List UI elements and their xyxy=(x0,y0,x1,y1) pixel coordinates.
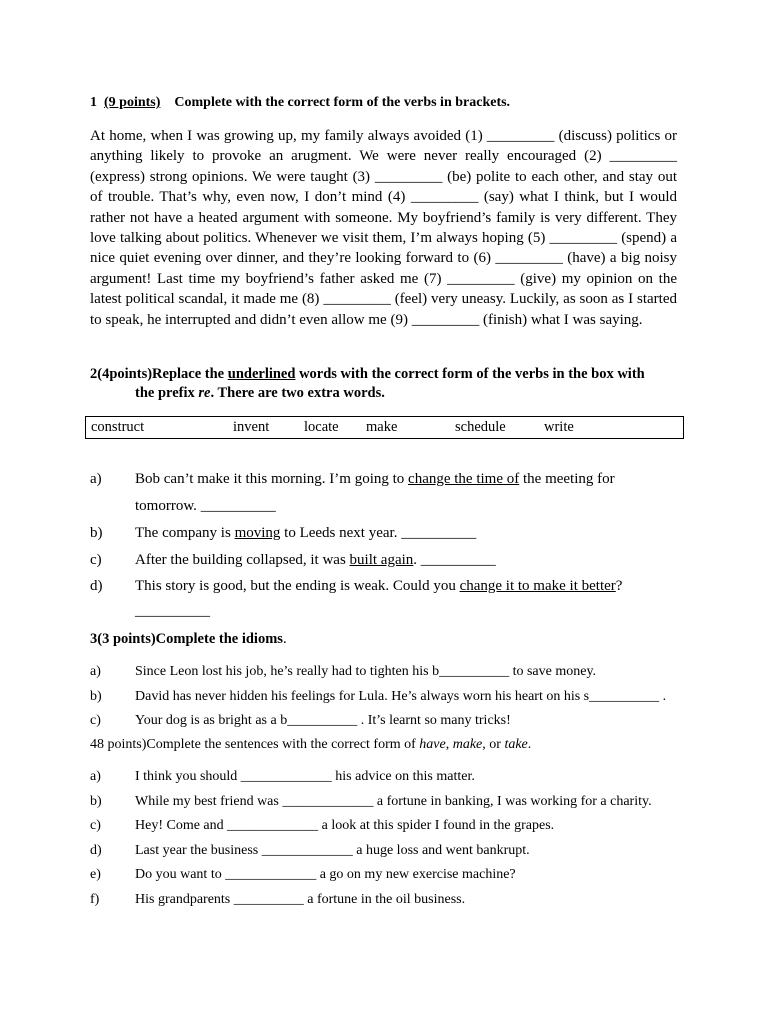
item-text-post: ? xyxy=(615,578,623,594)
item-label: d) xyxy=(90,843,102,858)
para-text: At home, when I was growing up, my family always avoided (1) xyxy=(90,128,487,144)
item-label: c) xyxy=(90,818,101,833)
word-box-item: invent xyxy=(233,419,270,435)
blank-2: _________ xyxy=(609,148,677,165)
verb-take: take xyxy=(504,737,528,752)
item-label: b) xyxy=(90,794,102,809)
word-box-item: construct xyxy=(91,419,145,435)
blank-3: _________ xyxy=(374,168,443,185)
title-end: . xyxy=(527,737,532,752)
para-text: (have) a big noisy argument! Last time my boyfriend’s father asked me (7) xyxy=(90,250,677,287)
item-text-pre: The company is xyxy=(135,525,235,541)
item-text: David has never hidden his feelings for Lula. He’s always worn his heart on his s__________ . xyxy=(135,689,667,704)
answer-blank: __________ xyxy=(200,498,276,514)
item-text: Do you want to _____________ a go on my new exercise machine? xyxy=(135,867,516,882)
underlined-phrase: built again xyxy=(349,552,414,568)
section1-instruction: Complete with the correct form of the verbs in brackets. xyxy=(174,95,511,110)
answer-blank: __________ xyxy=(401,525,477,541)
blank-8: _________ xyxy=(323,291,391,308)
section2-title-text: . There are two extra words. xyxy=(210,385,385,401)
item-text-pre: This story is good, but the ending is weak. Could you xyxy=(135,578,460,594)
para-text: (discuss) politics or anything likely to provoke an arugment. We were never really encouraged (2) xyxy=(90,128,677,165)
blank-6: _________ xyxy=(495,250,563,267)
item-label: d) xyxy=(90,578,103,594)
para-text: (express) strong opinions. We were taught (3) xyxy=(90,168,375,185)
para-text: (be) polite to each other, and stay out of trouble. That’s why, even now, I don’t mind (4) xyxy=(90,168,677,206)
item-text-pre: Bob can’t make it this morning. I’m going to xyxy=(135,471,409,487)
word-box xyxy=(85,416,684,439)
item-label: a) xyxy=(90,769,101,784)
section2-title-text: 2(4points)Replace the xyxy=(90,366,228,382)
item-text: His grandparents __________ a fortune in the oil business. xyxy=(135,892,466,907)
item-label: e) xyxy=(90,867,101,882)
section4-title-text: 48 points)Complete the sentences with the correct form of xyxy=(90,737,420,752)
item-text xyxy=(135,471,615,488)
item-text: Last year the business _____________ a huge loss and went bankrupt. xyxy=(135,843,530,858)
section3-title-dot: . xyxy=(282,631,287,647)
item-text: Hey! Come and _____________ a look at this spider I found in the grapes. xyxy=(135,818,555,833)
item-text-post: to Leeds next year. xyxy=(280,525,402,541)
item-text xyxy=(135,498,276,515)
section3-title-text: 3(3 points)Complete the idioms xyxy=(90,631,283,647)
para-text: (give) my opinion on the latest political scandal, it made me (8) xyxy=(90,270,677,308)
item-label: b) xyxy=(90,525,103,541)
section1-title xyxy=(90,95,510,111)
section2-prefix: re xyxy=(198,385,211,401)
separator: , xyxy=(445,737,453,752)
section1-paragraph xyxy=(90,126,677,330)
item-text xyxy=(135,552,496,569)
item-label: b) xyxy=(90,689,102,704)
item-text-post: . xyxy=(413,552,421,568)
section2-title xyxy=(90,365,645,403)
word-box-item: schedule xyxy=(455,419,506,435)
section2-title-text: the prefix xyxy=(135,385,199,401)
section2-title-text: words with the correct form of the verbs in the box with xyxy=(295,366,645,382)
section1-points: (9 points) xyxy=(104,95,161,110)
section4-title xyxy=(90,737,531,753)
underlined-phrase: moving xyxy=(234,525,281,541)
para-text: (spend) a nice quiet evening over dinner, and they’re looking forward to (6) xyxy=(90,230,677,267)
underlined-phrase: change the time of xyxy=(408,471,520,487)
verb-make: make xyxy=(452,737,483,752)
section3-title xyxy=(90,631,287,648)
item-text: I think you should _____________ his advice on this matter. xyxy=(135,769,475,784)
blank-5: _________ xyxy=(549,230,618,247)
word-box-item: locate xyxy=(304,419,339,435)
answer-blank: __________ xyxy=(420,552,496,568)
item-text xyxy=(135,578,622,595)
separator: , or xyxy=(482,737,505,752)
answer-blank: __________ xyxy=(135,603,210,619)
item-label: a) xyxy=(90,664,101,679)
item-label: c) xyxy=(90,552,102,568)
blank-4: _________ xyxy=(410,189,479,206)
underlined-phrase: change it to make it better xyxy=(459,578,616,594)
item-text: Your dog is as bright as a b__________ . It’s learnt so many tricks! xyxy=(135,713,511,728)
item-text: While my best friend was _____________ a fortune in banking, I was working for a charity. xyxy=(135,794,652,809)
blank-1: _________ xyxy=(486,128,555,144)
item-text xyxy=(135,525,476,542)
item-label: f) xyxy=(90,892,100,907)
word-box-item: write xyxy=(544,419,574,435)
section1-number: 1 xyxy=(90,95,97,110)
para-text: (feel) very uneasy. Luckily, as soon as I started to speak, he interrupted and didn’t even allow me (9) xyxy=(90,291,677,328)
para-text: (say) what I think, but I would rather not have a heated argument with someone. My boyfriend’s family is very different. They love talking about politics. Whenever we visit them, I’m always hoping (5) xyxy=(90,189,678,247)
item-label: a) xyxy=(90,471,102,487)
item-text-line2: tomorrow. xyxy=(135,498,201,514)
item-text: Since Leon lost his job, he’s really had to tighten his b__________ to save money. xyxy=(135,664,597,679)
blank-9: _________ xyxy=(411,311,480,328)
para-text: (finish) what I was saying. xyxy=(479,311,643,328)
item-text-post: the meeting for xyxy=(519,471,615,487)
item-text-pre: After the building collapsed, it was xyxy=(135,552,350,568)
item-label: c) xyxy=(90,713,101,728)
section2-underlined-word: underlined xyxy=(227,366,296,382)
blank-7: _________ xyxy=(447,270,515,287)
verb-have: have xyxy=(419,737,446,752)
section2-title-line2 xyxy=(90,384,645,403)
word-box-item: make xyxy=(366,419,398,435)
